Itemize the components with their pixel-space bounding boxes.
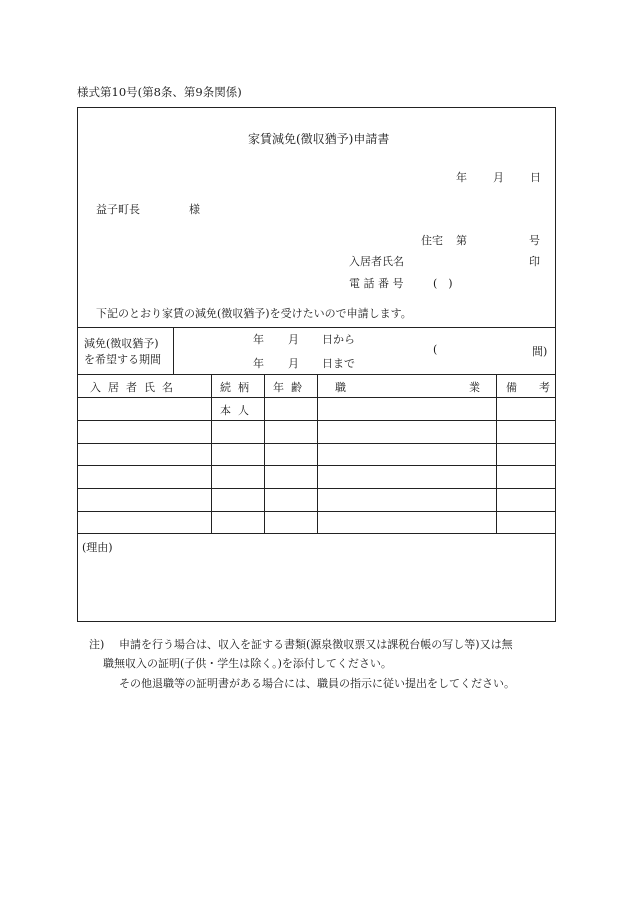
resident-name-label: 入居者氏名 bbox=[349, 255, 404, 268]
form-title: 家賃減免(徴収猶予)申請書 bbox=[248, 132, 390, 146]
phone-parens: ( ) bbox=[433, 277, 453, 290]
reason-label: (理由) bbox=[82, 541, 113, 554]
seal-mark: 印 bbox=[529, 255, 540, 268]
duration-close: 間) bbox=[532, 345, 548, 358]
period-label-line1: 減免(徴収猶予) bbox=[84, 337, 159, 350]
period-to-year: 年 bbox=[253, 357, 264, 370]
period-top-line bbox=[77, 327, 556, 328]
table-bottom-line bbox=[77, 533, 556, 534]
period-divider bbox=[173, 327, 174, 374]
period-label-line2: を希望する期間 bbox=[84, 353, 161, 366]
request-text: 下記のとおり家賃の減免(徴収猶予)を受けたいので申請します。 bbox=[96, 307, 412, 320]
address-dai: 第 bbox=[456, 234, 467, 247]
first-row-relation: 本人 bbox=[220, 404, 256, 417]
addressee-honorific: 様 bbox=[189, 203, 200, 216]
phone-label: 電 話 番 号 bbox=[349, 277, 404, 290]
header-age: 年齢 bbox=[273, 381, 309, 394]
addressee-name: 益子町長 bbox=[96, 203, 140, 216]
notes-line2: 職無収入の証明(子供・学生は除く。)を添付してください。 bbox=[103, 657, 392, 670]
date-day: 日 bbox=[530, 171, 541, 184]
notes-line1: 申請を行う場合は、収入を証する書類(源泉徴収票又は課税台帳の写し等)又は無 bbox=[119, 638, 513, 651]
notes-marker: 注) bbox=[89, 638, 105, 651]
period-from-month: 月 bbox=[288, 333, 299, 346]
table-col-divider bbox=[317, 374, 318, 533]
form-number: 様式第10号(第8条、第9条関係) bbox=[77, 85, 242, 99]
address-label: 住宅 bbox=[421, 234, 443, 247]
header-remarks: 備考 bbox=[506, 381, 550, 394]
date-year: 年 bbox=[456, 171, 467, 184]
date-month: 月 bbox=[493, 171, 504, 184]
header-occupation: 職業 bbox=[335, 381, 480, 394]
table-col-divider bbox=[496, 374, 497, 533]
period-from-year: 年 bbox=[253, 333, 264, 346]
period-to-month: 月 bbox=[288, 357, 299, 370]
header-resident-name: 入居者氏名 bbox=[90, 381, 180, 394]
period-from-suffix: 日から bbox=[322, 333, 355, 346]
period-to-suffix: 日まで bbox=[322, 357, 355, 370]
header-relation: 続柄 bbox=[220, 381, 256, 394]
table-col-divider bbox=[264, 374, 265, 533]
notes-line3: その他退職等の証明書がある場合には、職員の指示に従い提出をしてください。 bbox=[119, 677, 515, 690]
duration-open: ( bbox=[433, 343, 438, 356]
table-col-divider bbox=[211, 374, 212, 533]
address-go: 号 bbox=[529, 234, 540, 247]
